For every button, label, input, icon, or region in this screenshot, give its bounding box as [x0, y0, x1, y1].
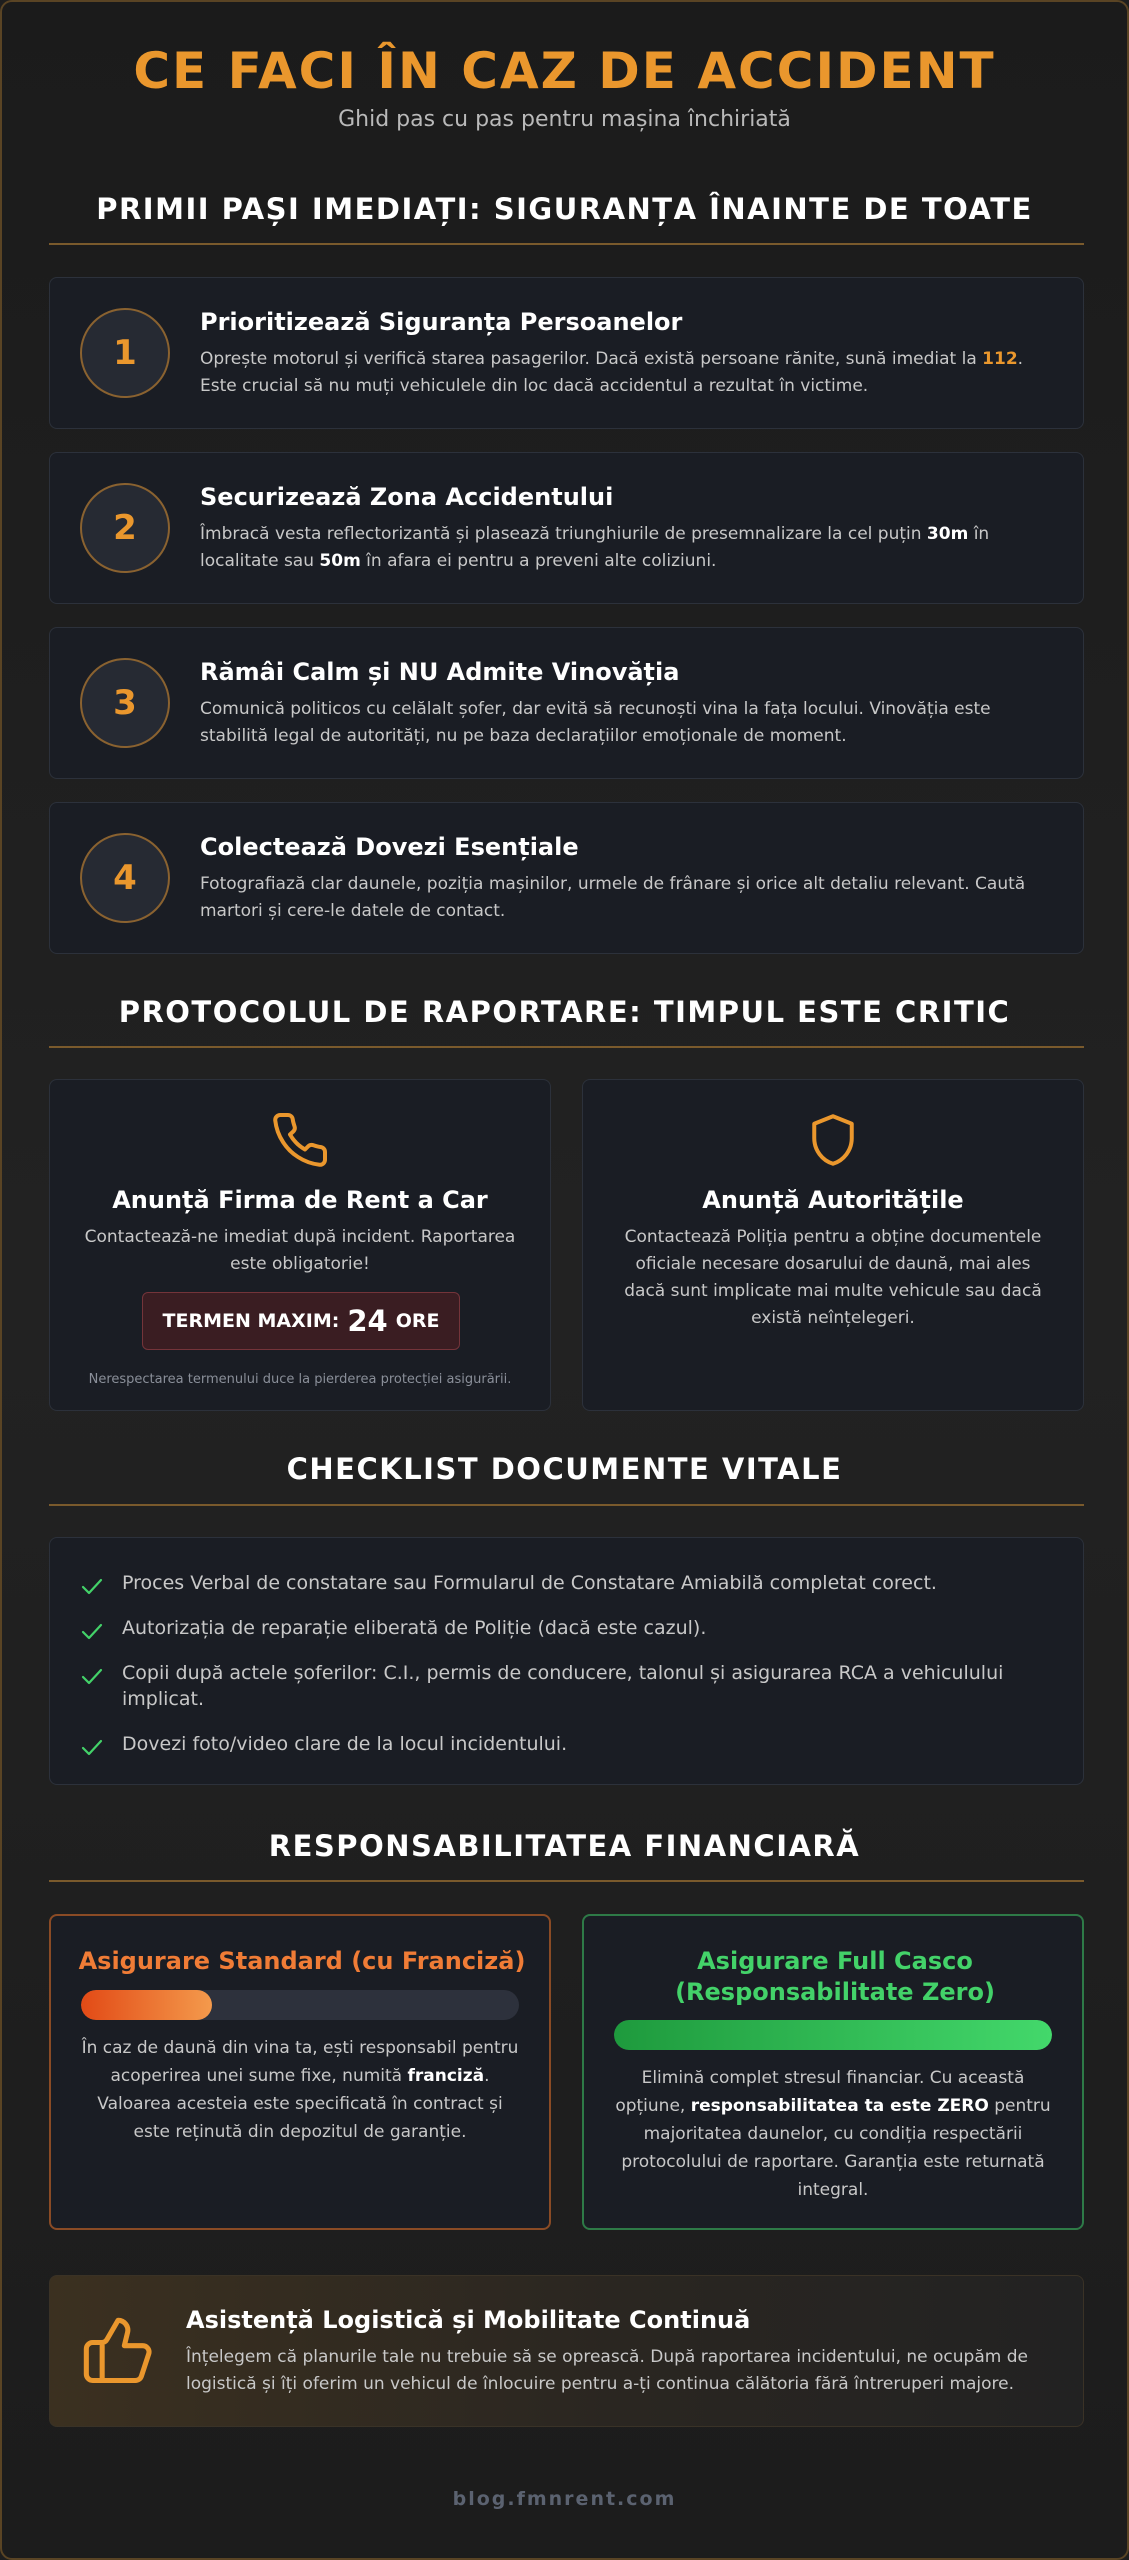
section-divider — [49, 243, 1084, 245]
checkmark-icon — [80, 1575, 104, 1597]
deadline-label: TERMEN MAXIM: — [162, 1310, 340, 1332]
reporting-card-rental — [49, 1079, 551, 1411]
checklist-item: Copii după actele șoferilor: C.I., permis de conducere, talonul și asigurarea RCA a vehiculului implicat. — [80, 1660, 1040, 1712]
section-title-immediate-steps: PRIMII PAȘI IMEDIAȚI: SIGURANȚA ÎNAINTE DE TOATE — [96, 192, 1033, 226]
assistance-description: Înțelegem că planurile tale nu trebuie să se oprească. După raportarea incidentului, ne ocupăm de logistică și îți oferim un vehicul de înlocuire pentru a-ți continua călătoria fără întreruperi majore. — [186, 2347, 1028, 2394]
section-title-reporting: PROTOCOLUL DE RAPORTARE: TIMPUL ESTE CRITIC — [118, 995, 1011, 1029]
checklist-item: Proces Verbal de constatare sau Formularul de Constatare Amiabilă completat corect. — [80, 1570, 1040, 1596]
checkmark-icon — [80, 1620, 104, 1642]
step-description: Oprește motorul și verifică starea pasagerilor. Dacă există persoane rănite, sună imediat la 112. Este crucial să nu muți vehiculele din loc dacă accidentul a rezultat în victime. — [200, 349, 1024, 396]
insurance-description: Elimină complet stresul financiar. Cu această opțiune, responsabilitatea ta este ZERO pentru majoritatea daunelor, cu condiția respectării protocolului de raportare. Garanția este returnată integral. — [615, 2068, 1051, 2200]
step-title: Prioritizează Siguranța Persoanelor — [200, 308, 683, 336]
step-number: 1 — [80, 308, 170, 398]
checklist-item: Autorizația de reparație eliberată de Poliție (dacă este cazul). — [80, 1615, 1040, 1641]
insurance-description: În caz de daună din vina ta, ești responsabil pentru acoperirea unei sume fixe, numită franciză. Valoarea acesteia este specificată în contract și este reținută din depozitul de garanție. — [81, 2038, 519, 2142]
reporting-title: Anunță Firma de Rent a Car — [112, 1186, 488, 1214]
reporting-description: Contactează-ne imediat după incident. Raportarea este obligatorie! — [84, 1227, 516, 1274]
assistance-title: Asistență Logistică și Mobilitate Continuă — [186, 2306, 751, 2334]
footer-site-link[interactable]: blog.fmnrent.com — [452, 2488, 677, 2510]
phone-icon — [270, 1110, 330, 1170]
liability-bar-fill — [81, 1990, 212, 2020]
reporting-card-authorities — [582, 1079, 1084, 1411]
reporting-description: Contactează Poliția pentru a obține documentele oficiale necesare dosarului de daună, mai ales dacă sunt implicate mai multe vehicule sau dacă există neînțelegeri. — [624, 1227, 1042, 1328]
step-card-3 — [49, 627, 1084, 779]
step-number: 4 — [80, 833, 170, 923]
page-title: CE FACI ÎN CAZ DE ACCIDENT — [133, 42, 996, 100]
insurance-card-standard — [49, 1914, 551, 2230]
insurance-title: Asigurare Standard (cu Franciză) — [78, 1947, 526, 1975]
checkmark-icon — [80, 1665, 104, 1687]
step-description: Fotografiază clar daunele, poziția mașinilor, urmele de frânare și orice alt detaliu relevant. Caută martori și cere-le datele de contact. — [200, 874, 1026, 921]
reporting-title: Anunță Autoritățile — [702, 1186, 964, 1214]
insurance-title: Asigurare Full Casco (Responsabilitate Zero) — [675, 1947, 995, 2006]
liability-bar-fill — [614, 2020, 1052, 2050]
assistance-banner — [49, 2275, 1084, 2427]
deadline-badge — [142, 1292, 460, 1350]
deadline-unit: ORE — [395, 1310, 440, 1332]
insurance-card-full-casco — [582, 1914, 1084, 2230]
step-description: Îmbracă vesta reflectorizantă și plasează triunghiurile de presemnalizare la cel puțin 30m în localitate sau 50m în afara ei pentru a preveni alte coliziuni. — [200, 524, 990, 571]
deadline-value: 24 — [347, 1304, 388, 1338]
page-subtitle: Ghid pas cu pas pentru mașina închiriată — [338, 107, 791, 132]
step-description: Comunică politicos cu celălalt șofer, dar evită să recunoști vina la fața locului. Vinovăția este stabilită legal de autorități, nu pe baza declarațiilor emoționale de moment. — [200, 699, 991, 746]
step-number: 3 — [80, 658, 170, 748]
step-card-1 — [49, 277, 1084, 429]
shield-icon — [803, 1110, 863, 1170]
documents-checklist — [49, 1537, 1084, 1785]
emergency-number: 112 — [982, 349, 1018, 369]
step-title: Securizează Zona Accidentului — [200, 483, 614, 511]
step-title: Rămâi Calm și NU Admite Vinovăția — [200, 658, 680, 686]
section-divider — [49, 1880, 1084, 1882]
section-divider — [49, 1504, 1084, 1506]
section-title-financial: RESPONSABILITATEA FINANCIARĂ — [268, 1829, 861, 1863]
step-card-2 — [49, 452, 1084, 604]
step-card-4 — [49, 802, 1084, 954]
step-title: Colectează Dovezi Esențiale — [200, 833, 579, 861]
liability-bar — [614, 2020, 1052, 2050]
checkmark-icon — [80, 1736, 104, 1758]
section-divider — [49, 1046, 1084, 1048]
checklist-item: Dovezi foto/video clare de la locul incidentului. — [80, 1731, 1040, 1757]
step-number: 2 — [80, 483, 170, 573]
thumbs-up-icon — [80, 2314, 156, 2390]
deadline-note: Nerespectarea termenului duce la pierderea protecției asigurării. — [88, 1372, 512, 1387]
liability-bar — [81, 1990, 519, 2020]
section-title-documents: CHECKLIST DOCUMENTE VITALE — [286, 1452, 843, 1486]
